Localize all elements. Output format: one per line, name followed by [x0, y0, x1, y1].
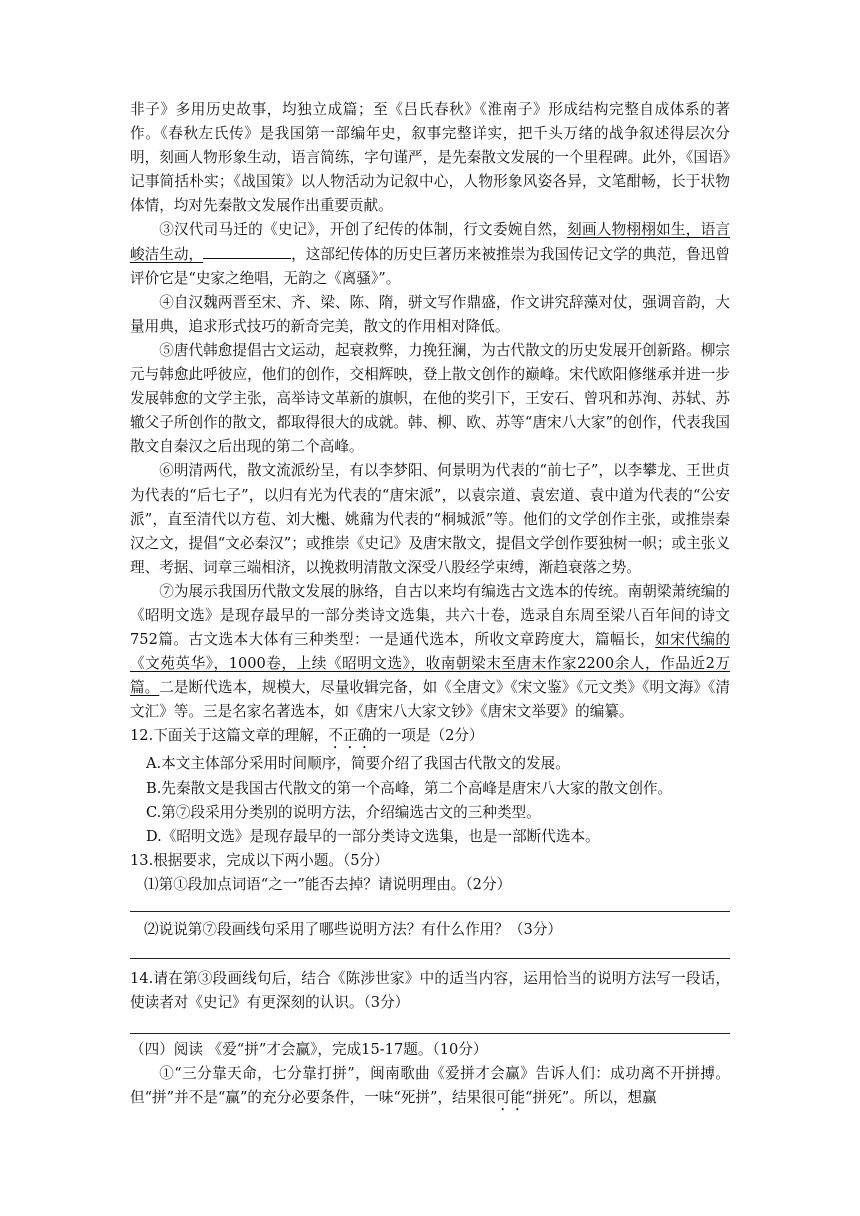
p3-text-a: ③汉代司马迁的《史记》，开创了纪传的体制，行文委婉自然， — [159, 221, 568, 239]
p3-text-b: ，这部纪传体的历史巨著历来被推崇为我国传记文学的典范，鲁迅曾评价它是“史家之绝唱，无韵之《离骚》”。 — [130, 245, 730, 287]
q14-spacer — [130, 1015, 730, 1033]
s4-p1-text-b: “拼死”。所以，想赢 — [525, 1089, 657, 1107]
q12-option-b[interactable]: B.先秦散文是我国古代散文的第一个高峰，第二个高峰是唐宋八大家的散文创作。 — [146, 779, 673, 797]
p3-answer-blank[interactable] — [203, 244, 291, 259]
question-13-stem: 13.根据要求，完成以下两小题。（5分） — [130, 851, 389, 869]
s4-p1-text-a: ①“三分靠天命，七分靠打拼”，闽南歌曲《爱拼才会赢》告诉人们：成功离不开拼搏。但“拼”并不是“赢”的充分必要条件，一味“死拼”，结果很 — [130, 1065, 730, 1107]
q12-option-c[interactable]: C.第⑦段采用分类别的说明方法，介绍编选古文的三种类型。 — [146, 803, 541, 821]
passage-paragraph-5: ⑤唐代韩愈提倡古文运动，起衰救弊，力挽狂澜，为古代散文的历史发展开创新路。柳宗元与韩愈此呼彼应，他们的创作，交相辉映，登上散文创作的巅峰。宋代欧阳修继承并进一步发展韩愈的文学主张，高举诗文革新的旗帜，在他的奖引下，王安石、曾巩和苏洵、苏轼、苏辙父子所创作的散文，都取得很大的成就。韩、柳、欧、苏等“唐宋八大家”的创作，代表我国散文自秦汉之后出现的第二个高峰。 — [130, 341, 730, 456]
q12-stem-text-b: 的一项是（2分） — [372, 727, 484, 745]
passage-paragraph-continued: 非子》多用历史故事，均独立成篇；至《吕氏春秋》《淮南子》形成结构完整自成体系的著作。《春秋左氏传》是我国第一部编年史，叙事完整详实，把千头万绪的战争叙述得层次分明，刻画人物形象生动，语言简练，字句谨严，是先秦散文发展的一个里程碑。此外，《国语》记事简括朴实；《战国策》以人物活动为记叙中心，人物形象风姿各异，文笔酣畅，长于状物体情，均对先秦散文发展作出重要贡献。 — [130, 101, 730, 215]
section-4-heading: （四）阅读 《爱“拼”才会赢》，完成15-17题。（10分） — [130, 1041, 488, 1059]
p3-underlined-sentence: 刻画人物栩栩如生，语言峻洁生动， — [130, 221, 730, 263]
q13-sub-2: ⑵说说第⑦段画线句采用了哪些说明方法？有什么作用？（3分） — [144, 921, 562, 938]
question-12-stem — [130, 724, 730, 752]
passage-paragraph-4: ④自汉魏两晋至宋、齐、梁、陈、隋，骈文写作鼎盛，作文讲究辞藻对仗，强调音韵，大量用典，追求形式技巧的新奇完美，散文的作用相对降低。 — [130, 293, 730, 335]
p7-text-a: ⑦为展示我国历代散文发展的脉络，自古以来均有编选古文选本的传统。南朝梁萧统编的《昭明文选》是现存最早的一部分类诗文选集，共六十卷，选录自东周至梁八百年间的诗文752篇。古文选本大体有三种类型：一是通代选本，所收文章跨度大，篇幅长， — [130, 582, 730, 649]
q12-stem-text-a: 12.下面关于这篇文章的理解， — [130, 727, 329, 745]
q12-option-d[interactable]: D.《昭明文选》是现存最早的一部分类诗文选集，也是一部断代选本。 — [146, 827, 600, 845]
s4-p1-emphasis-text: 可能 — [495, 1089, 526, 1107]
q13-sub-1: ⑴第①段加点词语“之一”能否去掉？请说明理由。（2分） — [144, 875, 512, 893]
q12-emphasis-text: 不正确 — [328, 727, 373, 745]
exam-page — [130, 98, 730, 1114]
passage-paragraph-3 — [130, 218, 730, 290]
passage-paragraph-6: ⑥明清两代，散文流派纷呈，有以李梦阳、何景明为代表的“前七子”，以李攀龙、王世贞为代表的“后七子”，以归有光为代表的“唐宋派”，以袁宗道、袁宏道、袁中道为代表的“公安派”，直至清代以方苞、刘大櫆、姚鼐为代表的“桐城派”等。他们的文学创作主张，或推崇秦汉之文，提倡“文必秦汉”；或推崇《史记》及唐宋散文，提倡文学创作要独树一帜；或主张义理、考据、词章三端相济，以挽救明清散文深受八股经学束缚，渐趋衰落之势。 — [130, 462, 730, 576]
q13-2-spacer — [130, 942, 730, 958]
q14-gap — [130, 959, 730, 967]
p7-text-b: 二是断代选本，规模大，尽量收辑完备，如《全唐文》《宋文鉴》《元文类》《明文海》《清文汇》等。三是名家名著选本，如《唐宋八大家文钞》《唐宋文举要》的编纂。 — [130, 679, 730, 721]
q13-1-spacer — [130, 897, 730, 911]
question-14-stem: 14.请在第③段画线句后，结合《陈涉世家》中的适当内容，运用恰当的说明方法写一段话，使读者对《史记》有更深刻的认识。（3分） — [130, 970, 730, 1012]
p7-underlined-sentence: 如宋代编的《文苑英华》，1000卷，上续《昭明文选》，收南朝梁末至唐末作家2200余人，作品近2万篇。 — [130, 631, 730, 697]
q12-option-a[interactable]: A.本文主体部分采用时间顺序，简要介绍了我国古代散文的发展。 — [146, 755, 570, 773]
section-4-paragraph-1 — [130, 1062, 730, 1114]
passage-paragraph-7 — [130, 580, 730, 725]
